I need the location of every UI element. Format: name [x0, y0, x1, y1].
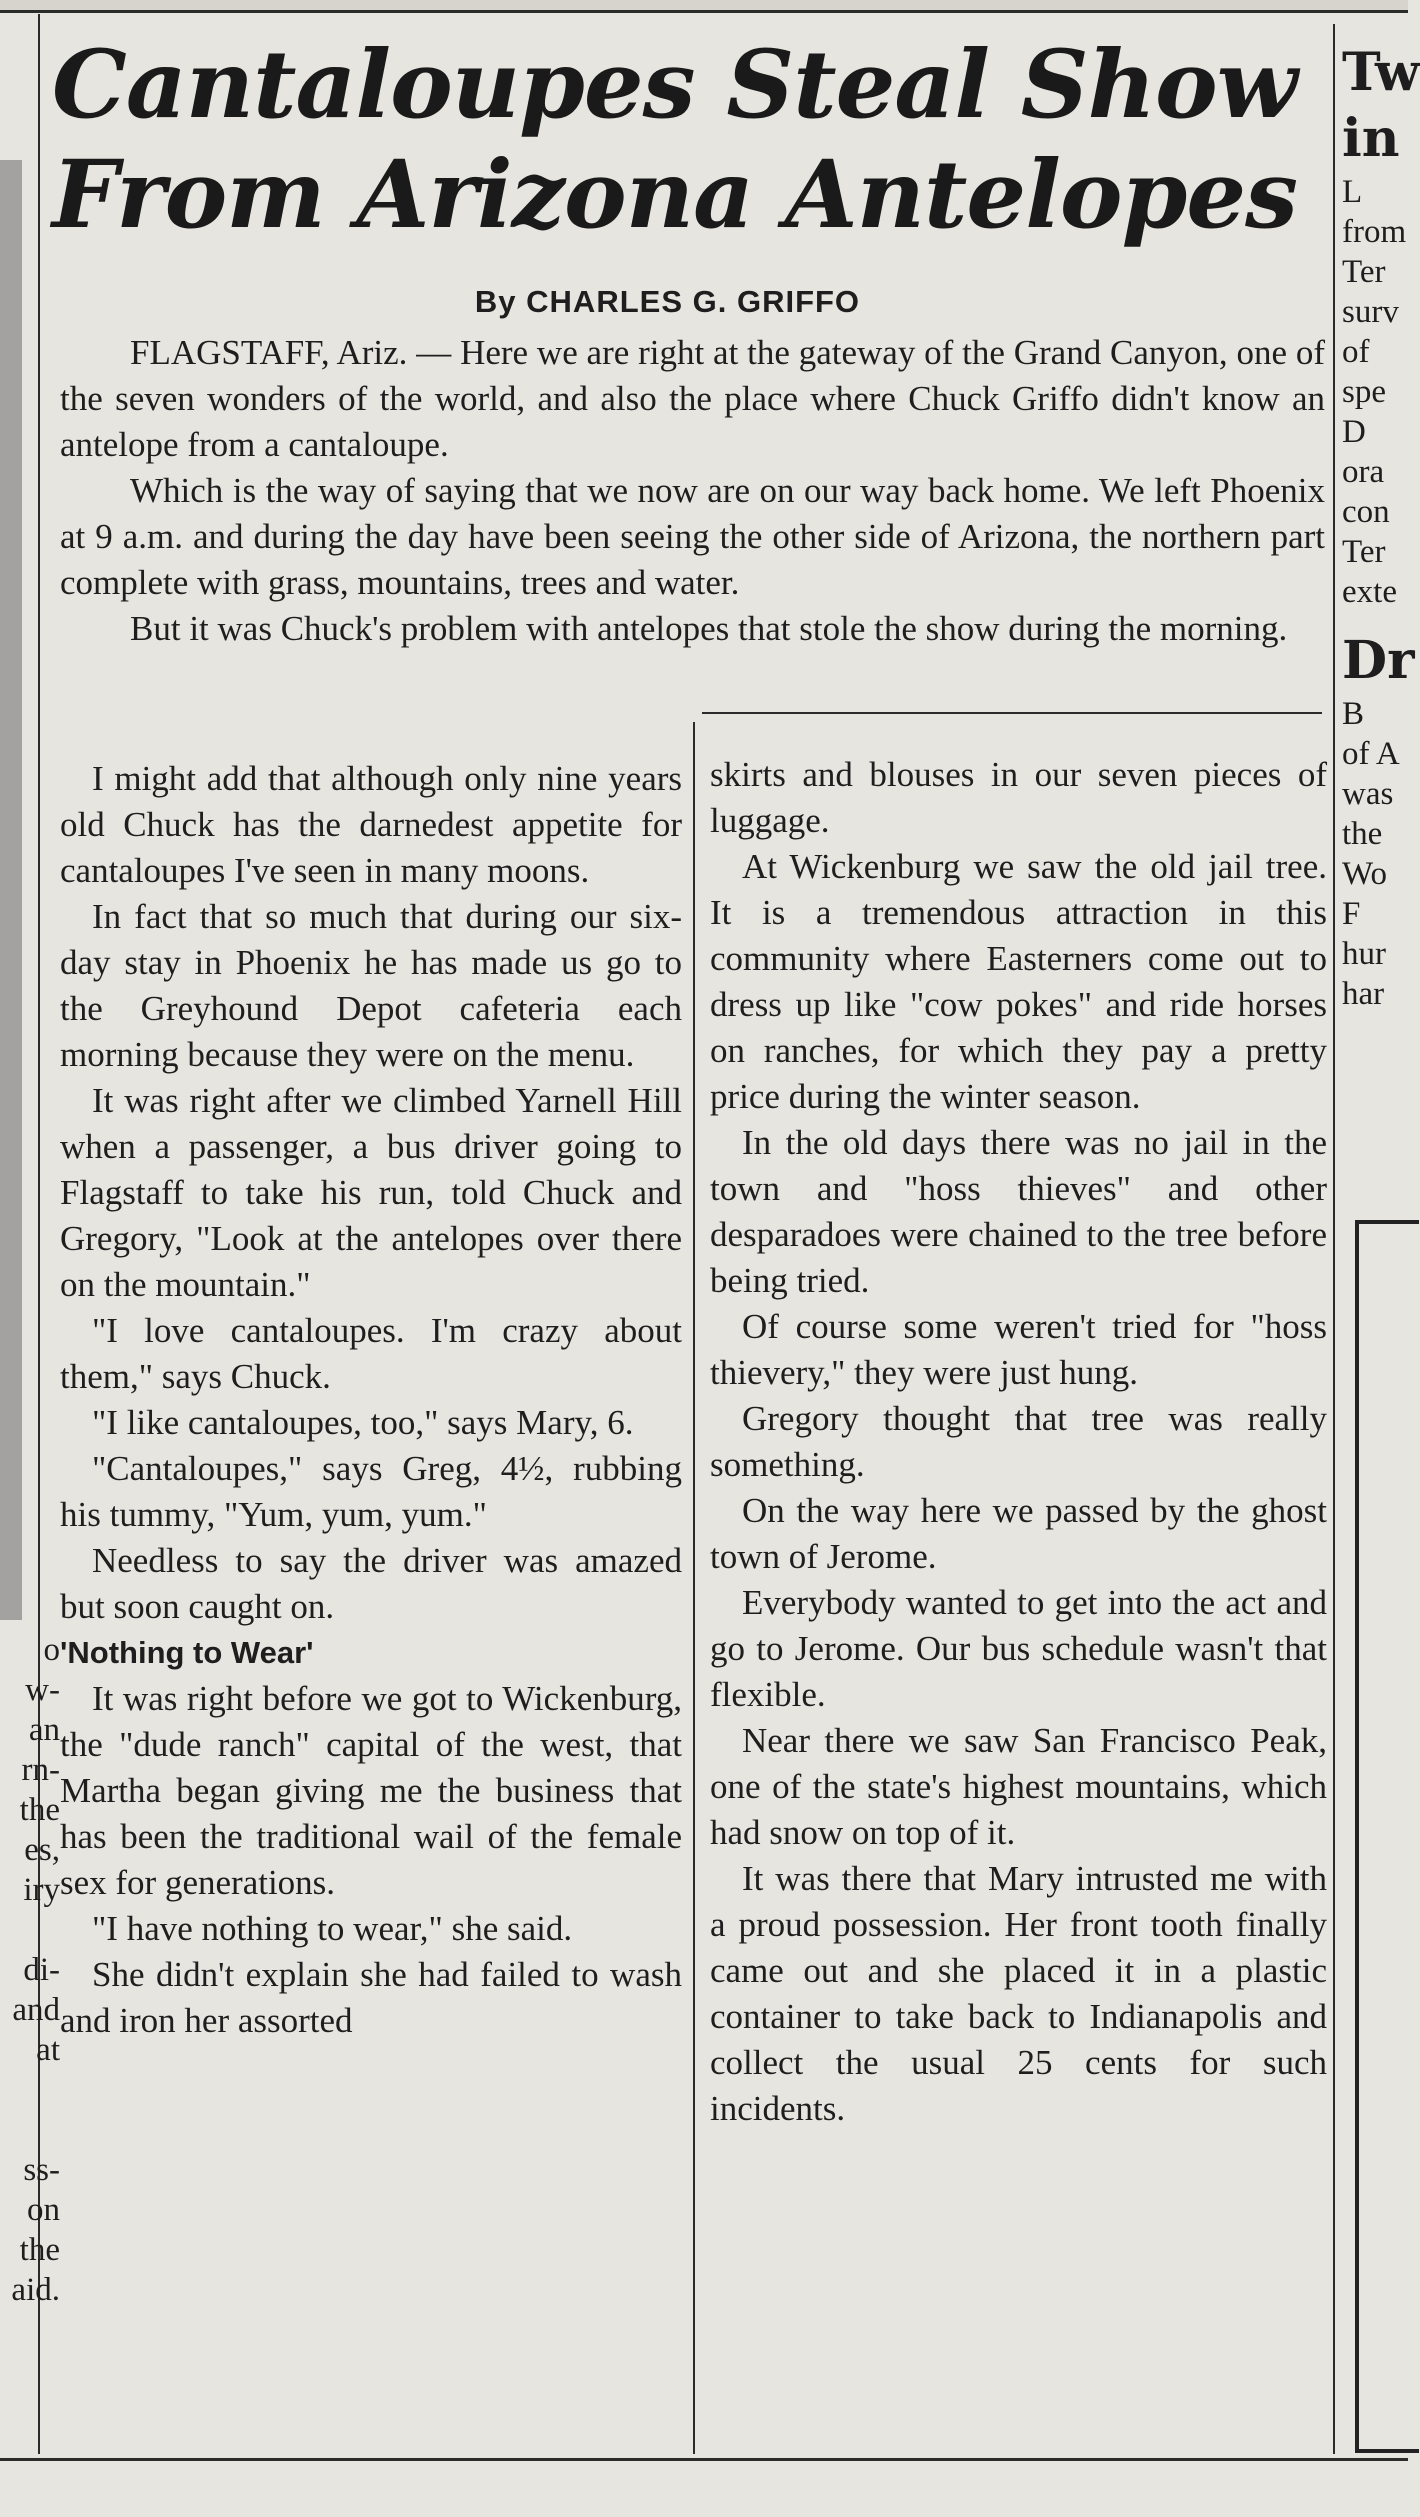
- fragment-line: spe: [1342, 374, 1386, 410]
- intro-paragraph: But it was Chuck's problem with antelopes that stole the show during the morning.: [130, 609, 1288, 648]
- fragment-line: the: [19, 1792, 60, 1828]
- center-column-divider: [693, 722, 695, 2454]
- fragment-line: o: [43, 1632, 60, 1668]
- body-paragraph: "Cantaloupes," says Greg, 4½, rubbing his tummy, "Yum, yum, yum.": [60, 1449, 682, 1534]
- adjacent-photo-edge: [0, 160, 22, 1620]
- fragment-line: ss-: [23, 2152, 60, 2188]
- fragment-line: from: [1342, 214, 1407, 250]
- byline: By CHARLES G. GRIFFO: [474, 284, 861, 319]
- fragment-line: es,: [24, 1832, 60, 1868]
- fragment-line: on: [27, 2192, 60, 2228]
- fragment-line: F: [1342, 896, 1361, 932]
- body-paragraph: In the old days there was no jail in the town and "hoss thieves" and other desparadoes were chained to the tree before being tried.: [710, 1123, 1327, 1300]
- fragment-line: Ter: [1342, 534, 1386, 570]
- fragment-line: con: [1342, 494, 1390, 530]
- fragment-line: iry: [23, 1872, 60, 1908]
- fragment-line: of: [1342, 334, 1370, 370]
- fragment-line: the: [1342, 816, 1383, 852]
- fragment-line: har: [1342, 976, 1385, 1012]
- fragment-line: at: [36, 2032, 60, 2068]
- fragment-line: exte: [1342, 574, 1397, 610]
- intro-paragraph: FLAGSTAFF, Ariz. — Here we are right at the gateway of the Grand Canyon, one of the seven wonders of the world, and also the place where Chuck Griffo didn't know an antelope from a cantaloupe.: [60, 333, 1325, 464]
- intro-text: [60, 330, 1325, 652]
- body-paragraph: "I like cantaloupes, too," says Mary, 6.: [92, 1403, 634, 1442]
- adjacent-article-fragment-left: [0, 1630, 60, 2310]
- headline-line-2: From Arizona Antelopes: [52, 140, 1298, 250]
- body-paragraph: She didn't explain she had failed to wash and iron her assorted: [60, 1955, 682, 2040]
- fragment-line: rn-: [21, 1752, 60, 1788]
- fragment-headline: in: [1342, 108, 1400, 169]
- fragment-line: di-: [23, 1952, 60, 1988]
- adjacent-boxed-item: [1355, 1220, 1419, 2453]
- fragment-line: L: [1342, 174, 1363, 210]
- fragment-line: [0, 1910, 60, 1950]
- article-column-1: [60, 756, 682, 2044]
- fragment-line: the: [19, 2232, 60, 2268]
- fragment-line: [0, 2070, 60, 2110]
- fragment-line: aid.: [11, 2272, 60, 2308]
- body-paragraph: Everybody wanted to get into the act and go to Jerome. Our bus schedule wasn't that flexible.: [710, 1583, 1327, 1714]
- fragment-line: Ter: [1342, 254, 1386, 290]
- fragment-line: D: [1342, 414, 1366, 450]
- body-paragraph: "I have nothing to wear," she said.: [92, 1909, 573, 1948]
- body-paragraph: Needless to say the driver was amazed but soon caught on.: [60, 1541, 682, 1626]
- top-rule: [0, 10, 1408, 13]
- fragment-line: an: [28, 1712, 60, 1748]
- fragment-headline: Tw: [1342, 42, 1420, 103]
- fragment-headline: Dr: [1342, 630, 1415, 691]
- article-headline: [52, 30, 1302, 250]
- body-paragraph: Of course some weren't tried for "hoss thievery," they were just hung.: [710, 1307, 1327, 1392]
- body-paragraph: Near there we saw San Francisco Peak, one of the state's highest mountains, which had snow on top of it.: [710, 1721, 1327, 1852]
- fragment-line: ora: [1342, 454, 1385, 490]
- body-paragraph: It was right after we climbed Yarnell Hill when a passenger, a bus driver going to Flagstaff to take his run, told Chuck and Gregory, "Look at the antelopes over there on the mountain.": [60, 1081, 682, 1304]
- fragment-line: [0, 2110, 60, 2150]
- body-paragraph: Gregory thought that tree was really something.: [710, 1399, 1327, 1484]
- fragment-line: w-: [25, 1672, 60, 1708]
- headline-line-1: Cantaloupes Steal Show: [52, 30, 1297, 140]
- body-paragraph: I might add that although only nine years old Chuck has the darnedest appetite for cantaloupes I've seen in many moons.: [60, 759, 682, 890]
- adjacent-article-fragment-right: [1342, 40, 1420, 1014]
- fragment-line: surv: [1342, 294, 1399, 330]
- article-column-2: [710, 752, 1327, 2132]
- body-paragraph-continued: skirts and blouses in our seven pieces of luggage.: [710, 755, 1327, 840]
- section-subhead: 'Nothing to Wear': [60, 1635, 314, 1670]
- right-column-divider: [1333, 24, 1335, 2454]
- fragment-line: B: [1342, 696, 1365, 732]
- body-paragraph: "I love cantaloupes. I'm crazy about them," says Chuck.: [60, 1311, 682, 1396]
- section-rule: [702, 712, 1322, 714]
- body-paragraph: In fact that so much that during our six-day stay in Phoenix he has made us go to the Greyhound Depot cafeteria each morning because they were on the menu.: [60, 897, 682, 1074]
- fragment-line: and: [12, 1992, 60, 2028]
- bottom-rule: [0, 2458, 1408, 2461]
- fragment-line: was: [1342, 776, 1394, 812]
- fragment-line: hur: [1342, 936, 1386, 972]
- intro-paragraph: Which is the way of saying that we now are on our way back home. We left Phoenix at 9 a.m. and during the day have been seeing the other side of Arizona, the northern part complete with grass, mountains, trees and water.: [60, 471, 1325, 602]
- body-paragraph: It was right before we got to Wickenburg, the "dude ranch" capital of the west, that Martha began giving me the business that has been the traditional wail of the female sex for generations.: [60, 1679, 682, 1902]
- fragment-line: Wo: [1342, 856, 1388, 892]
- body-paragraph: It was there that Mary intrusted me with a proud possession. Her front tooth finally came out and she placed it in a plastic container to take back to Indianapolis and collect the usual 25 cents for such incidents.: [710, 1859, 1327, 2128]
- body-paragraph: On the way here we passed by the ghost town of Jerome.: [710, 1491, 1327, 1576]
- paper-edge: [0, 0, 1408, 10]
- body-paragraph: At Wickenburg we saw the old jail tree. It is a tremendous attraction in this community where Easterners come out to dress up like "cow pokes" and ride horses on ranches, for which they pay a pretty price during the winter season.: [710, 847, 1327, 1116]
- fragment-line: of A: [1342, 736, 1400, 772]
